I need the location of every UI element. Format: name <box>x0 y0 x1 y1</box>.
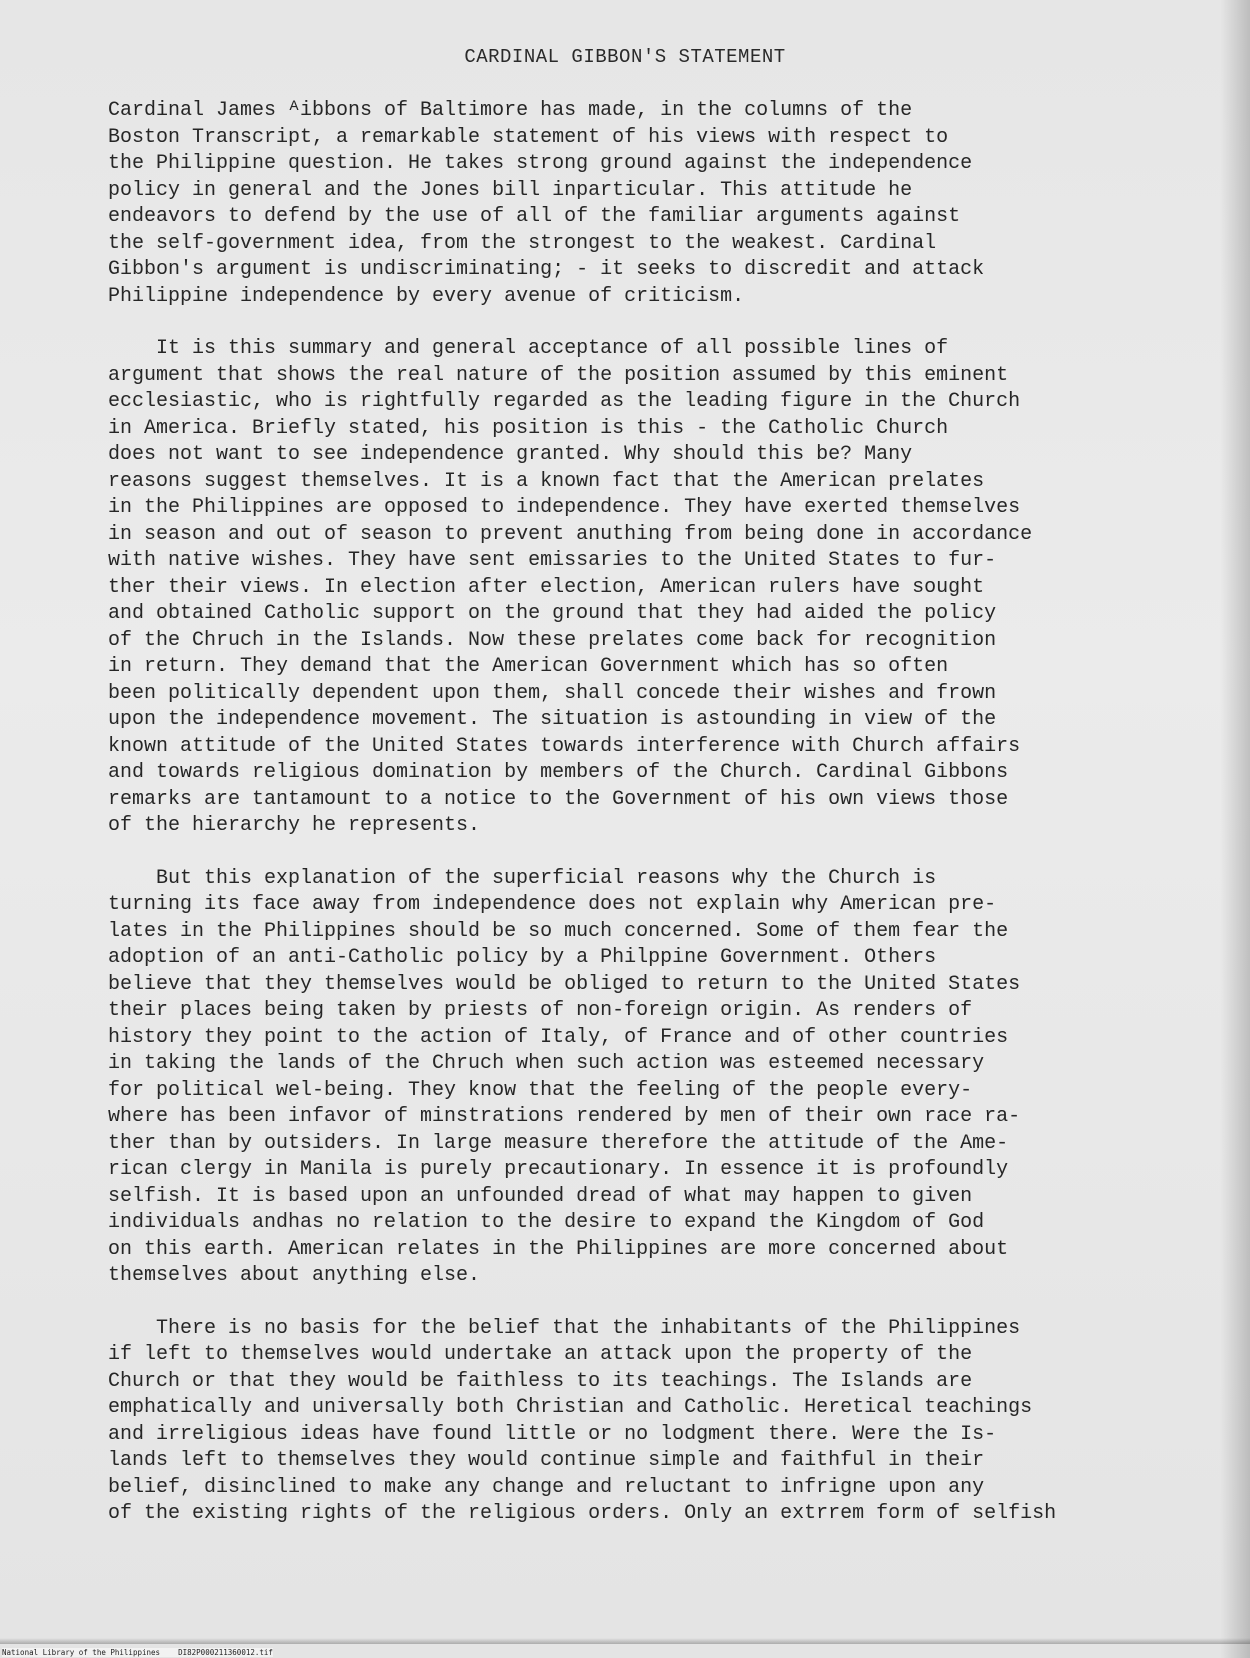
text-line: individuals andhas no relation to the desire to expand the Kingdom of God <box>108 1211 985 1234</box>
text-line: does not want to see independence granted. Why should this be? Many <box>108 443 913 466</box>
text-line: with native wishes. They have sent emissaries to the United States to fur- <box>108 549 997 572</box>
text-line: ecclesiastic, who is rightfully regarded as the leading figure in the Church <box>108 390 1021 413</box>
text-line: adoption of an anti-Catholic policy by a Philppine Government. Others <box>108 946 937 969</box>
text-line: Philippine independence by every avenue of criticism. <box>108 284 745 308</box>
text-line: of the hierarchy he represents. <box>108 814 481 837</box>
text-line: in season and out of season to prevent anuthing from being done in accordance <box>108 522 1033 546</box>
text-line: belief, disinclined to make any change and reluctant to infrigne upon any <box>108 1475 985 1499</box>
text-line: Cardinal James ᴬibbons of Baltimore has made, in the columns of the <box>108 99 913 122</box>
text-line: endeavors to defend by the use of all of the familiar arguments against <box>108 205 961 228</box>
text-line: the Philippine question. He takes strong ground against the independence <box>108 152 973 175</box>
text-line: But this explanation of the superficial reasons why the Church is <box>156 866 937 890</box>
scan-footer <box>2 1648 273 1657</box>
text-line: in return. They demand that the American Government which has so often <box>108 655 949 678</box>
text-line: the self-government idea, from the strongest to the weakest. Cardinal <box>108 231 937 255</box>
text-line: rican clergy in Manila is purely precautionary. In essence it is profoundly <box>108 1158 1009 1181</box>
text-line: in the Philippines are opposed to independence. They have exerted themselves <box>108 496 1021 519</box>
text-line: been politically dependent upon them, shall concede their wishes and frown <box>108 681 997 705</box>
text-line: selfish. It is based upon an unfounded dread of what may happen to given <box>108 1184 973 1208</box>
text-line: and towards religious domination by members of the Church. Cardinal Gibbons <box>108 761 1009 784</box>
text-line: history they point to the action of Italy, of France and of other countries <box>108 1025 1009 1049</box>
text-line: ther than by outsiders. In large measure therefore the attitude of the Ame- <box>108 1131 1009 1155</box>
text-line: It is this summary and general acceptance of all possible lines of <box>156 337 949 360</box>
text-line: emphatically and universally both Christian and Catholic. Heretical teachings <box>108 1396 1033 1419</box>
document-body <box>108 98 1188 1554</box>
text-line: of the existing rights of the religious orders. Only an extrrem form of selfish <box>108 1502 1057 1525</box>
text-line: Church or that they would be faithless to its teachings. The Islands are <box>108 1369 973 1393</box>
page-edge-shadow <box>1220 0 1250 1658</box>
text-line: argument that shows the real nature of the position assumed by this eminent <box>108 363 1009 387</box>
text-line: if left to themselves would undertake an attack upon the property of the <box>108 1343 973 1366</box>
paragraph-2 <box>108 336 1188 840</box>
paragraph-1 <box>108 98 1188 310</box>
text-line: where has been infavor of minstrations rendered by men of their own race ra- <box>108 1105 1021 1128</box>
text-line: Boston Transcript, a remarkable statement of his views with respect to <box>108 125 949 149</box>
text-line: in America. Briefly stated, his position is this - the Catholic Church <box>108 416 949 440</box>
text-line: reasons suggest themselves. It is a known fact that the American prelates <box>108 469 985 493</box>
text-line: Gibbon's argument is undiscriminating; - it seeks to discredit and attack <box>108 258 985 281</box>
footer-file-id: DI82P000211360012.tif <box>178 1648 273 1657</box>
text-line: policy in general and the Jones bill inparticular. This attitude he <box>108 178 913 202</box>
text-line: believe that they themselves would be obliged to return to the United States <box>108 972 1021 996</box>
text-line: for political wel-being. They know that the feeling of the people every- <box>108 1078 973 1102</box>
footer-library: National Library of the Philippines <box>2 1648 161 1657</box>
page-bottom-shadow <box>0 1638 1250 1644</box>
text-line: in taking the lands of the Chruch when such action was esteemed necessary <box>108 1052 985 1075</box>
text-line: remarks are tantamount to a notice to the Government of his own views those <box>108 787 1009 811</box>
text-line: ther their views. In election after election, American rulers have sought <box>108 575 985 599</box>
text-line: and obtained Catholic support on the ground that they had aided the policy <box>108 602 997 625</box>
document-title: CARDINAL GIBBON'S STATEMENT <box>464 46 786 68</box>
text-line: lands left to themselves they would continue simple and faithful in their <box>108 1449 985 1472</box>
text-line: known attitude of the United States towards interference with Church affairs <box>108 734 1021 758</box>
paragraph-4 <box>108 1316 1188 1528</box>
paragraph-3 <box>108 866 1188 1290</box>
text-line: turning its face away from independence does not explain why American pre- <box>108 893 997 916</box>
text-line: of the Chruch in the Islands. Now these prelates come back for recognition <box>108 628 997 652</box>
text-line: their places being taken by priests of non-foreign origin. As renders of <box>108 999 973 1022</box>
text-line: lates in the Philippines should be so much concerned. Some of them fear the <box>108 919 1009 943</box>
text-line: on this earth. American relates in the Philippines are more concerned about <box>108 1237 1009 1261</box>
text-line: and irreligious ideas have found little or no lodgment there. Were the Is- <box>108 1422 997 1446</box>
text-line: upon the independence movement. The situation is astounding in view of the <box>108 708 997 731</box>
text-line: themselves about anything else. <box>108 1264 481 1287</box>
text-line: There is no basis for the belief that the inhabitants of the Philippines <box>156 1316 1021 1340</box>
